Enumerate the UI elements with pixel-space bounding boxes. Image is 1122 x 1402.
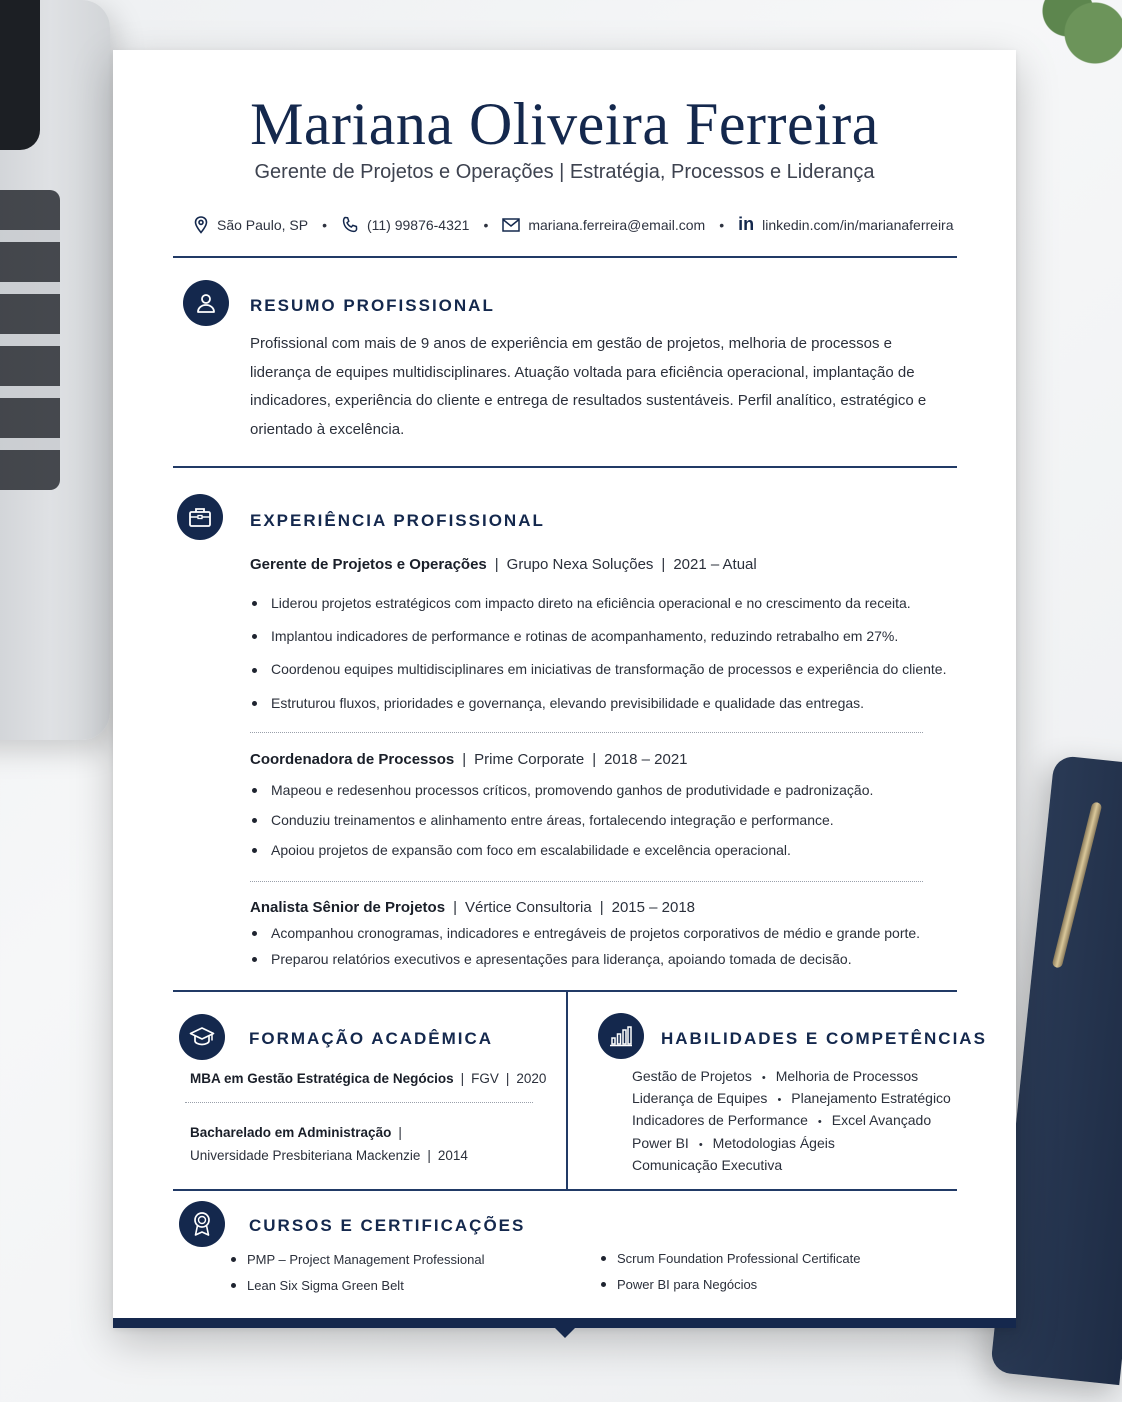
phone-text: (11) 99876-4321 — [366, 216, 470, 233]
summary-text: Profissional com mais de 9 anos de experiência em gestão de projetos, melhoria de processos e liderança de equipes multidisciplinares. Atuação voltada para eficiência operacional, implantação de indicadores, experiência do cliente e entrega de resultados sustentáveis. Perfil analítico, estratégico e orientado à excelência. — [250, 335, 927, 438]
job-company: Grupo Nexa Soluções — [506, 556, 654, 573]
pipe: | — [505, 1071, 510, 1086]
certifications-list-left — [231, 1247, 485, 1298]
skills-row — [632, 1110, 951, 1132]
envelope-icon — [502, 218, 520, 232]
contact-phone[interactable] — [341, 216, 469, 234]
list-item: Preparou relatórios executivos e apresentações para liderança, apoiando tomada de decisão. — [250, 947, 950, 973]
skill: Liderança de Equipes — [632, 1090, 768, 1107]
job-period: 2018 – 2021 — [604, 751, 688, 768]
list-item: Mapeou e redesenhou processos críticos, promovendo ganhos de produtividade e padronização. — [250, 775, 950, 805]
contact-email[interactable] — [502, 217, 705, 233]
pipe: | — [462, 751, 467, 768]
skill: Planejamento Estratégico — [791, 1090, 951, 1107]
job-company: Vértice Consultoria — [464, 899, 592, 916]
job-header — [250, 751, 688, 768]
dotted-divider — [250, 732, 923, 733]
pipe: | — [592, 751, 597, 768]
skill: Excel Avançado — [831, 1112, 932, 1129]
education-item — [190, 1122, 468, 1167]
job-bullets — [250, 775, 950, 866]
job-bullets — [250, 921, 950, 972]
education-school: Universidade Presbiteriana Mackenzie — [190, 1147, 421, 1163]
job-role: Analista Sênior de Projetos — [250, 899, 446, 916]
skill: Indicadores de Performance — [632, 1112, 808, 1129]
separator-dot: • — [719, 216, 725, 233]
separator-dot: • — [777, 1094, 782, 1107]
job-role: Gerente de Projetos e Operações — [250, 556, 487, 573]
education-year: 2014 — [437, 1147, 468, 1163]
candidate-headline: Gerente de Projetos e Operações | Estratégia, Processos e Liderança — [254, 161, 875, 183]
divider — [173, 990, 957, 992]
plant-background — [1032, 0, 1122, 110]
list-item: Coordenou equipes multidisciplinares em iniciativas de transformação de processos e experiência do cliente. — [250, 653, 950, 686]
certifications-title: CURSOS E CERTIFICAÇÕES — [249, 1216, 526, 1235]
dotted-divider — [250, 881, 923, 882]
separator-dot: • — [322, 216, 327, 233]
job-company: Prime Corporate — [474, 751, 585, 768]
education-item — [190, 1071, 546, 1086]
pipe: | — [661, 556, 666, 573]
pipe: | — [599, 899, 604, 916]
skill: Comunicação Executiva — [632, 1156, 783, 1173]
separator-dot: • — [817, 1116, 822, 1129]
graduation-cap-icon — [179, 1014, 225, 1060]
job-header — [250, 899, 695, 916]
linkedin-text: linkedin.com/in/marianaferreira — [762, 216, 954, 233]
list-item: Power BI para Negócios — [601, 1272, 861, 1298]
contact-location — [193, 216, 308, 234]
job-header — [250, 556, 757, 573]
list-item: Acompanhou cronogramas, indicadores e entregáveis de projetos corporativos de médio e grande porte. — [250, 921, 950, 947]
education-school: FGV — [471, 1071, 499, 1086]
education-title: FORMAÇÃO ACADÊMICA — [249, 1029, 494, 1048]
list-item: Implantou indicadores de performance e rotinas de acompanhamento, reduzindo retrabalho em 27%. — [250, 620, 950, 653]
phone-icon — [341, 216, 359, 234]
skill: Melhoria de Processos — [775, 1068, 919, 1084]
pipe: | — [398, 1125, 402, 1140]
job-period: 2015 – 2018 — [611, 899, 696, 916]
education-degree: Bacharelado em Administração — [190, 1125, 392, 1140]
education-year: 2020 — [516, 1071, 547, 1086]
skill: Power BI — [632, 1134, 689, 1151]
divider — [173, 256, 957, 258]
skills-row — [632, 1088, 951, 1110]
list-item: Liderou projetos estratégicos com impacto direto na eficiência operacional e no crescimento da receita. — [250, 587, 950, 620]
list-item: Apoiou projetos de expansão com foco em escalabilidade e excelência operacional. — [250, 835, 950, 865]
location-text: São Paulo, SP — [217, 216, 309, 233]
person-icon — [183, 280, 229, 326]
contact-linkedin[interactable] — [738, 214, 953, 235]
divider — [173, 1189, 957, 1191]
contact-bar — [193, 214, 973, 235]
list-item: Lean Six Sigma Green Belt — [231, 1273, 485, 1299]
briefcase-icon — [177, 494, 223, 540]
dotted-divider — [185, 1102, 533, 1103]
email-text: mariana.ferreira@email.com — [528, 216, 706, 233]
award-ribbon-icon — [179, 1201, 225, 1247]
page-footer-bar — [113, 1318, 1016, 1328]
laptop-background — [0, 0, 110, 740]
skill: Gestão de Projetos — [632, 1068, 752, 1084]
job-role: Coordenadora de Processos — [250, 751, 455, 768]
list-item: Conduziu treinamentos e alinhamento entre áreas, fortalecendo integração e performance. — [250, 805, 950, 835]
separator-dot: • — [761, 1072, 766, 1084]
list-item: Estruturou fluxos, prioridades e governança, elevando previsibilidade e qualidade das entregas. — [250, 687, 950, 720]
skills-title: HABILIDADES E COMPETÊNCIAS — [661, 1029, 987, 1048]
linkedin-icon: in — [738, 214, 755, 234]
skills-row — [632, 1133, 951, 1155]
pipe: | — [427, 1147, 431, 1163]
education-degree: MBA em Gestão Estratégica de Negócios — [190, 1071, 454, 1086]
pipe: | — [460, 1071, 465, 1086]
column-divider — [566, 991, 568, 1190]
list-item: Scrum Foundation Professional Certificate — [601, 1246, 861, 1272]
experience-title: EXPERIÊNCIA PROFISSIONAL — [250, 511, 545, 530]
bar-chart-icon — [598, 1013, 644, 1059]
candidate-name: Mariana Oliveira Ferreira — [250, 91, 879, 157]
skills-row — [632, 1066, 951, 1088]
divider — [173, 466, 957, 468]
list-item: PMP – Project Management Professional — [231, 1247, 485, 1273]
skills-list — [632, 1066, 951, 1175]
certifications-list-right — [601, 1246, 861, 1297]
resume-page — [113, 50, 1016, 1328]
job-bullets — [250, 587, 950, 720]
pipe: | — [494, 556, 499, 573]
pipe: | — [453, 899, 457, 916]
summary-title: RESUMO PROFISSIONAL — [250, 296, 495, 315]
skills-row — [632, 1155, 951, 1175]
job-period: 2021 – Atual — [673, 556, 757, 573]
separator-dot: • — [483, 216, 489, 233]
skill: Metodologias Ágeis — [712, 1134, 835, 1151]
separator-dot: • — [698, 1138, 703, 1151]
location-pin-icon — [193, 216, 209, 234]
